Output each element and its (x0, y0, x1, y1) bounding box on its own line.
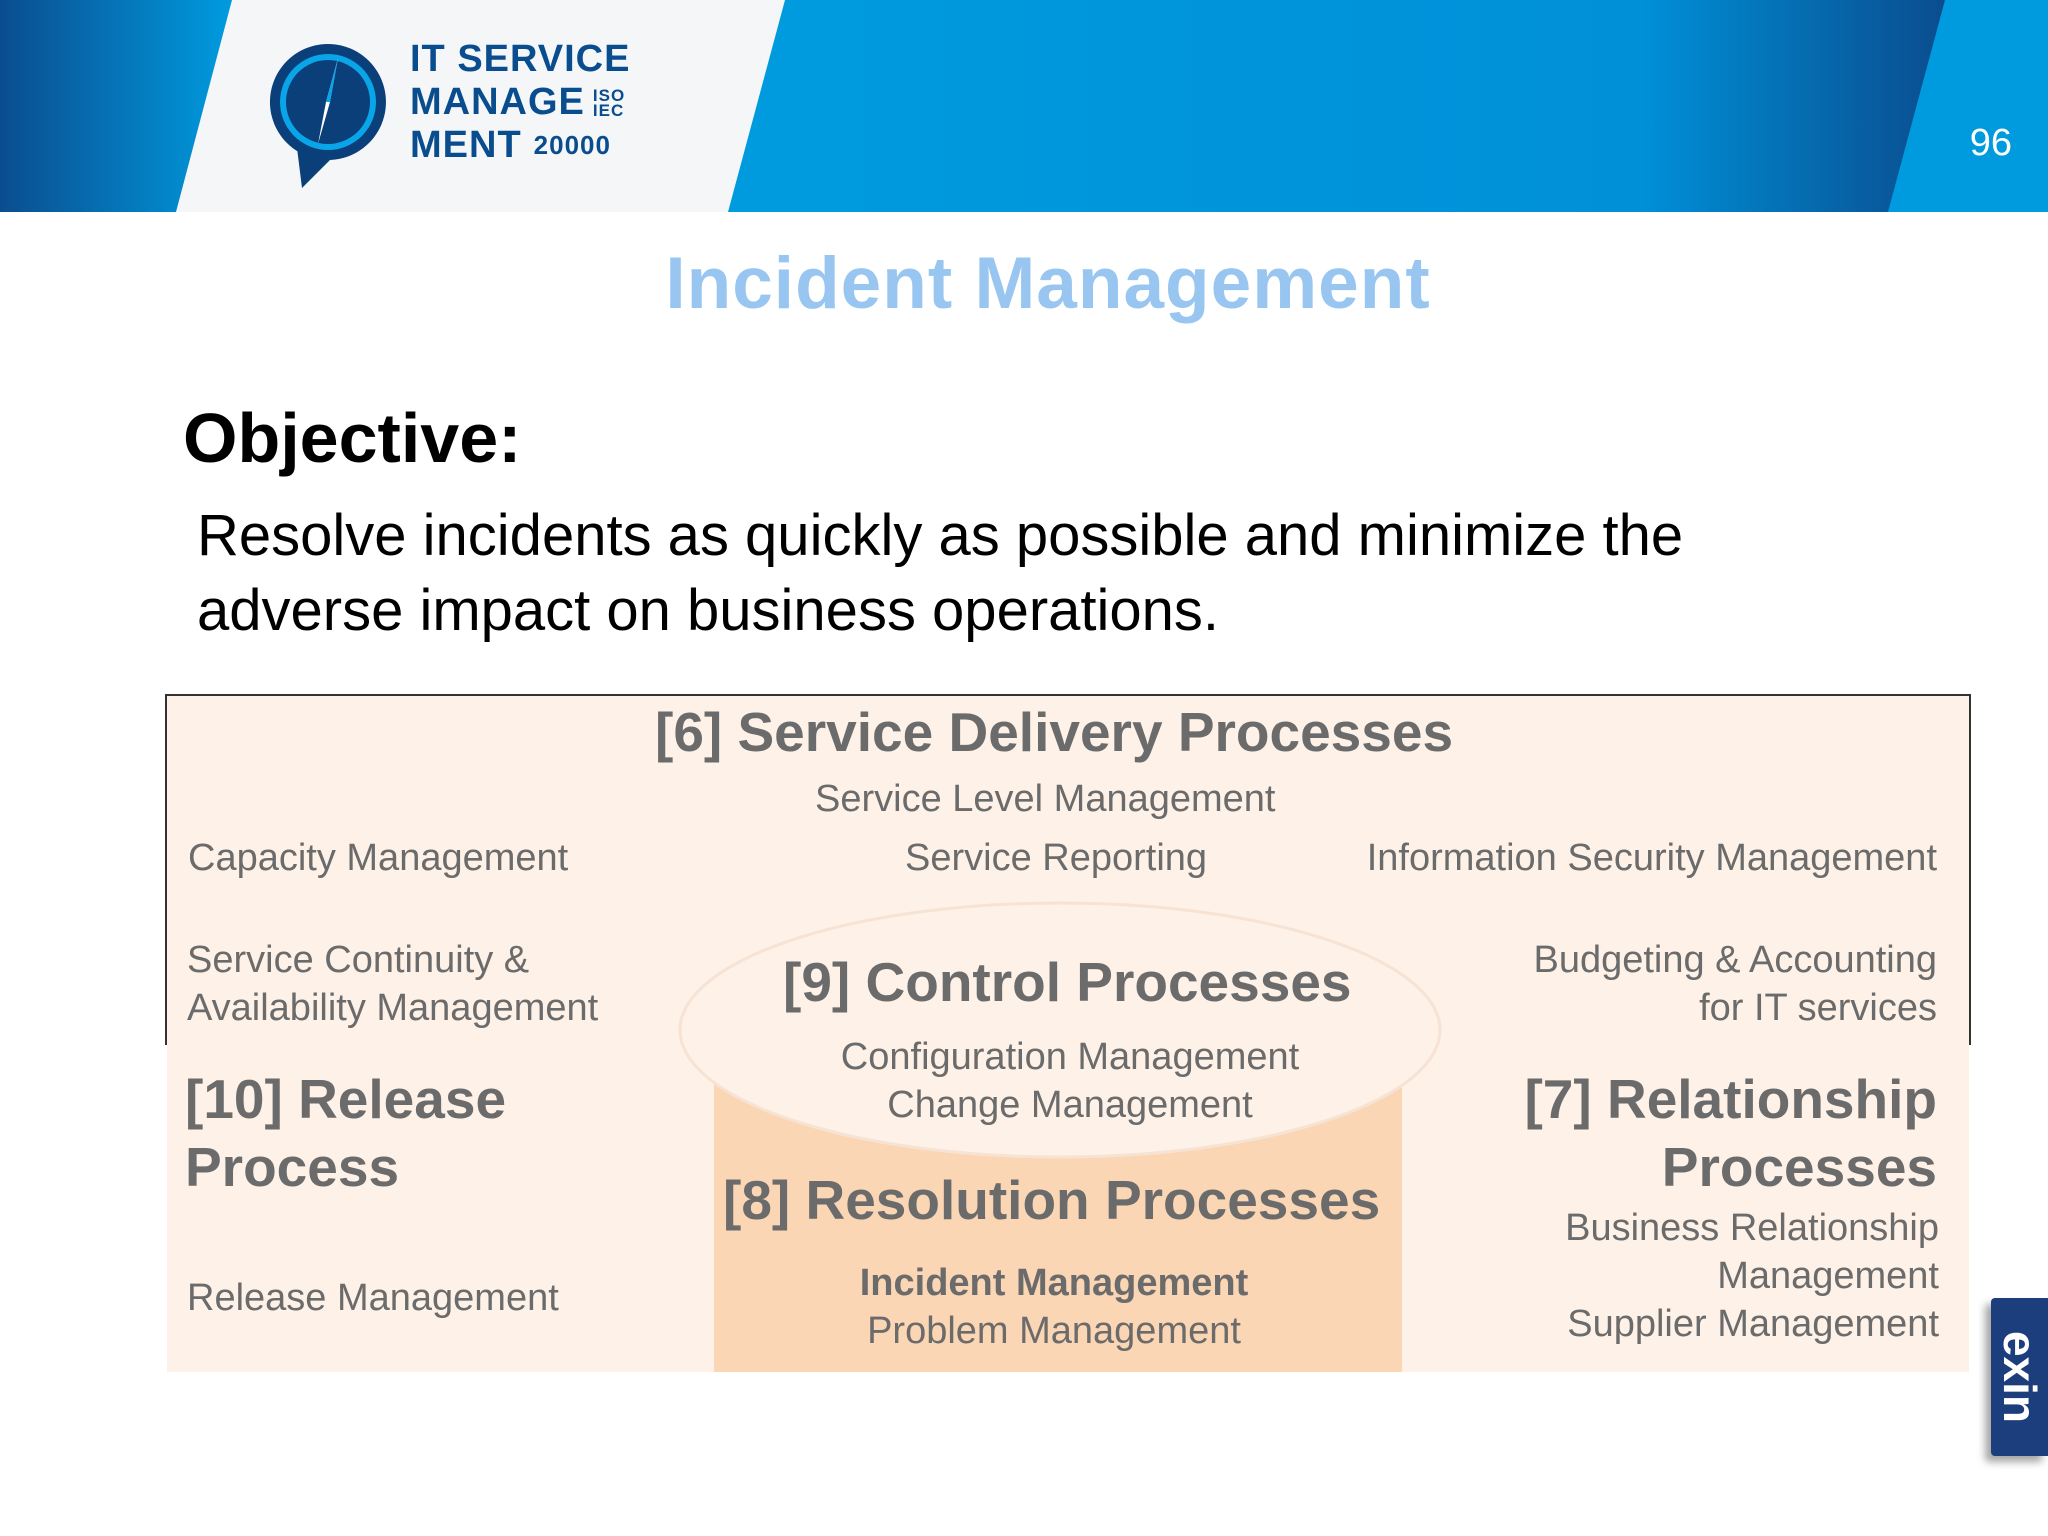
change-management-label: Change Management (887, 1084, 1253, 1126)
service-delivery-heading: [6] Service Delivery Processes (655, 701, 1454, 763)
capacity-management-label: Capacity Management (188, 837, 569, 879)
service-reporting-label: Service Reporting (905, 837, 1208, 879)
logo-line-2: MANAGE (410, 81, 585, 123)
page-number: 96 (1969, 122, 2012, 164)
information-security-management-label: Information Security Management (1366, 837, 1937, 879)
resolution-processes-heading: [8] Resolution Processes (723, 1169, 1381, 1231)
service-level-management-label: Service Level Management (815, 778, 1276, 820)
service-continuity-line-2: Availability Management (187, 987, 599, 1029)
release-heading-line-1: [10] Release (185, 1068, 507, 1130)
release-process-heading (185, 1065, 506, 1201)
configuration-management-label: Configuration Management (840, 1036, 1300, 1078)
objective-line-2: adverse impact on business operations. (197, 578, 1220, 643)
logo-iso: ISO (592, 85, 626, 105)
logo-number: 20000 (533, 130, 611, 160)
objective-heading: Objective: (183, 399, 522, 477)
service-continuity-label (187, 936, 598, 1032)
budgeting-line-2: for IT services (1699, 987, 1937, 1029)
release-heading-line-2: Process (185, 1136, 400, 1198)
objective-line-1: Resolve incidents as quickly as possible and minimize the (197, 503, 1684, 568)
business-relationship-line-1: Business Relationship (1565, 1207, 1939, 1249)
exin-badge-label: exin (1993, 1330, 2046, 1424)
relationship-heading-line-2: Processes (1661, 1136, 1937, 1198)
relationship-processes-items (1565, 1204, 1939, 1348)
budgeting-accounting-label (1533, 936, 1937, 1032)
problem-management-label: Problem Management (867, 1310, 1241, 1352)
control-processes-heading: [9] Control Processes (783, 951, 1352, 1013)
supplier-management-label: Supplier Management (1567, 1303, 1939, 1345)
release-management-label: Release Management (187, 1277, 559, 1319)
exin-badge (1991, 1298, 2048, 1456)
logo-iec: IEC (592, 100, 625, 120)
logo-line-3: MENT (410, 124, 522, 166)
logo-line-1: IT SERVICE (410, 38, 631, 80)
relationship-heading-line-1: [7] Relationship (1524, 1068, 1937, 1130)
relationship-processes-heading (1524, 1065, 1937, 1201)
business-relationship-line-2: Management (1717, 1255, 1939, 1297)
slide-title: Incident Management (665, 243, 1431, 324)
budgeting-line-1: Budgeting & Accounting (1533, 939, 1937, 981)
service-continuity-line-1: Service Continuity & (187, 939, 530, 981)
incident-management-label: Incident Management (859, 1262, 1249, 1304)
